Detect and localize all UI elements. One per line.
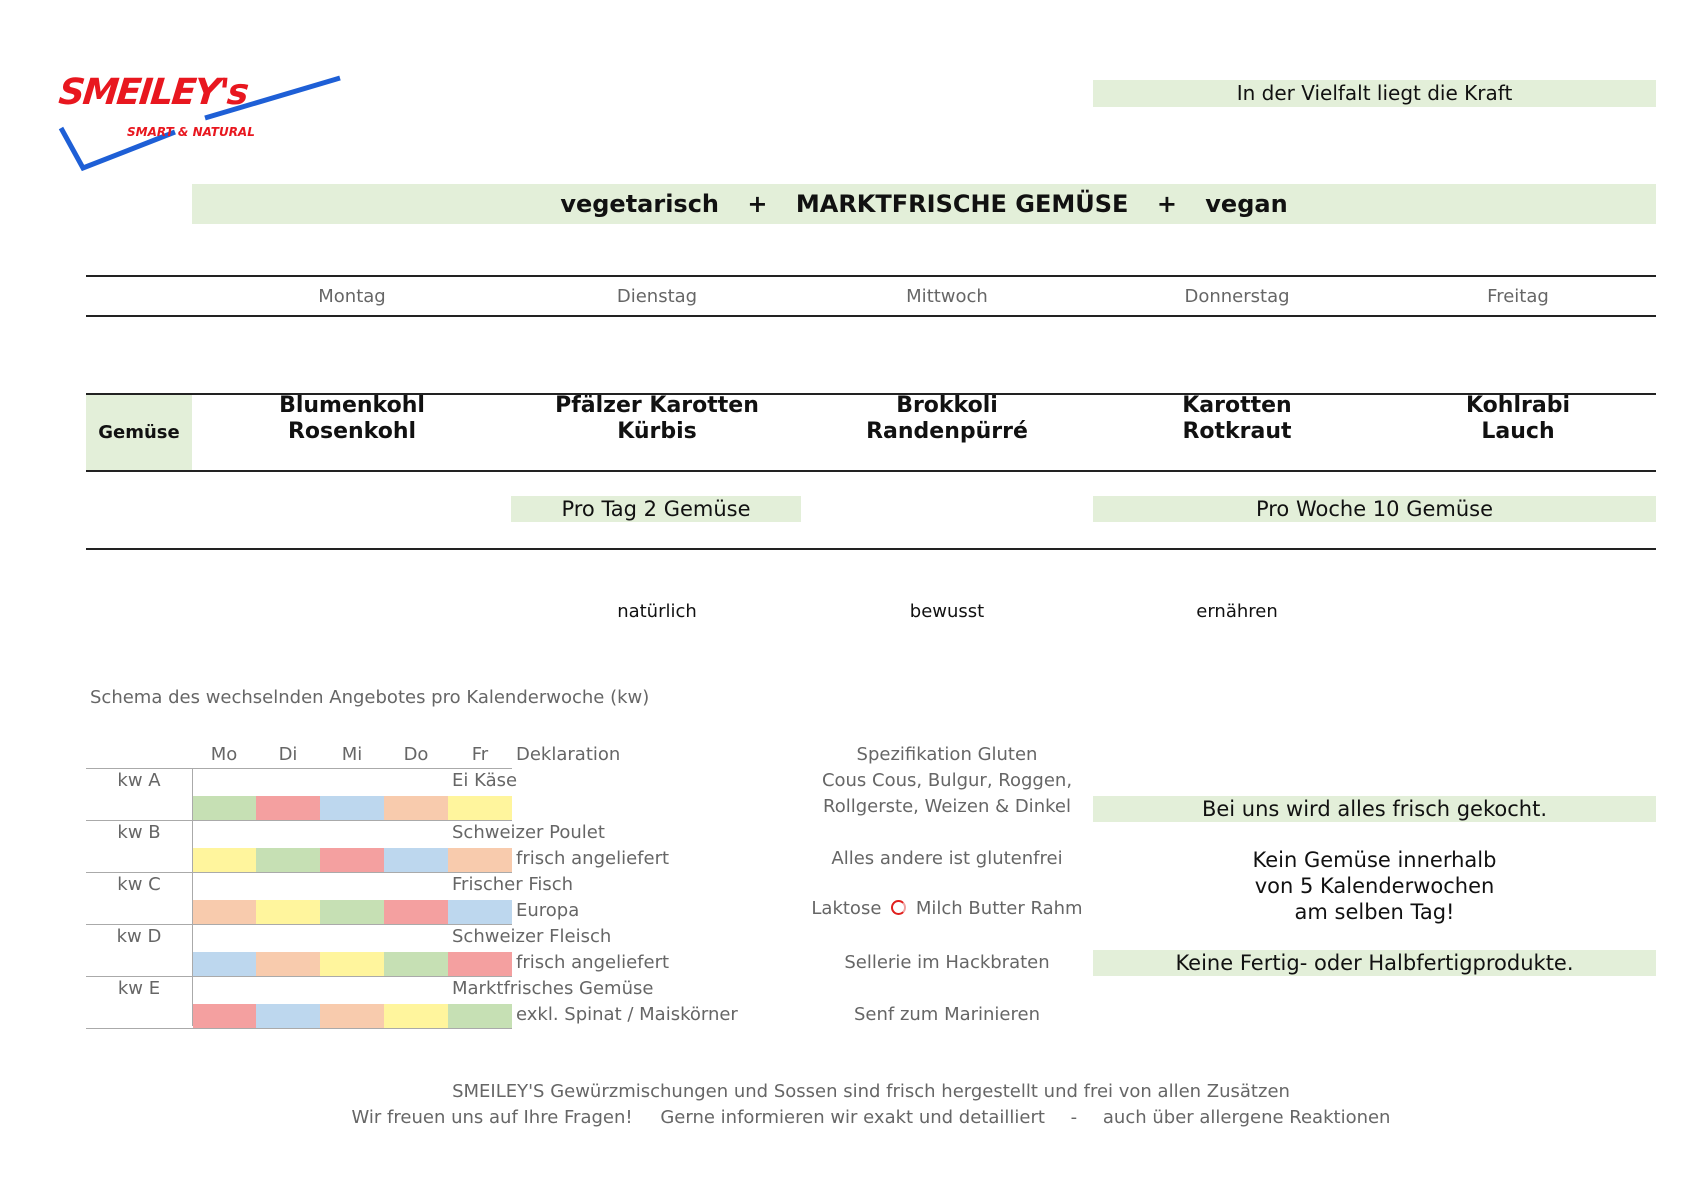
color-cell [448, 796, 512, 820]
week-declaration: Ei Käse [452, 770, 518, 791]
vegetable-line: Kürbis [617, 419, 697, 444]
logo-brand: SMEILEY's [56, 72, 249, 113]
week-declaration-detail: frisch angeliefert [516, 848, 670, 869]
schema-divider [86, 768, 512, 769]
color-cell [448, 952, 512, 976]
logo-tagline: SMART & NATURAL [127, 125, 255, 139]
divider [86, 548, 1656, 550]
week-label: kw A [117, 770, 161, 791]
slogan-ernaehren: ernähren [1196, 601, 1278, 622]
footer-allergens: auch über allergene Reaktionen [1102, 1107, 1391, 1128]
spec-glutenfree: Alles andere ist glutenfrei [831, 848, 1063, 869]
banner-plus: + [747, 190, 768, 218]
week-declaration-detail: Europa [516, 900, 580, 921]
week-label: kw E [117, 978, 161, 999]
week-declaration: Schweizer Fleisch [452, 926, 612, 947]
vegetable-montag [202, 393, 502, 445]
banner-vegan: vegan [1205, 190, 1288, 218]
vegetable-line: Blumenkohl [279, 393, 425, 418]
spec-celery: Sellerie im Hackbraten [844, 952, 1050, 973]
info-fresh-box [1093, 796, 1656, 822]
schema-divider [86, 924, 512, 925]
lactose-items: Milch Butter Rahm [915, 898, 1083, 919]
schema-divider [86, 976, 512, 977]
lactose-circle-icon [891, 900, 906, 915]
vegetable-line: Brokkoli [896, 393, 998, 418]
vegetable-line: Pfälzer Karotten [555, 393, 759, 418]
spec-header: Spezifikation Gluten [856, 744, 1038, 765]
spec-mustard: Senf zum Marinieren [853, 1004, 1040, 1025]
color-cell [320, 900, 384, 924]
banner-vegetarian: vegetarisch [560, 190, 720, 218]
color-cell [256, 900, 320, 924]
divider [86, 470, 1656, 472]
day-dienstag: Dienstag [616, 286, 698, 307]
color-cell [193, 952, 256, 976]
day-donnerstag: Donnerstag [1184, 286, 1290, 307]
schema-header-declaration: Deklaration [516, 744, 621, 765]
vegetables-label: Gemüse [98, 422, 180, 443]
day-mittwoch: Mittwoch [906, 286, 988, 307]
week-declaration: Marktfrisches Gemüse [452, 978, 654, 999]
per-week: Pro Woche 10 Gemüse [1255, 497, 1494, 521]
color-cell [384, 1004, 448, 1028]
color-cell [384, 900, 448, 924]
color-cell [320, 952, 384, 976]
week-label: kw C [117, 874, 161, 895]
per-week-box [1093, 496, 1656, 522]
divider [86, 275, 1656, 277]
footer-dash: - [1070, 1107, 1078, 1128]
footer-line1: SMEILEY'S Gewürzmischungen und Sossen sind frisch hergestellt und frei von allen Zusätzen [452, 1081, 1290, 1102]
color-cell [193, 900, 256, 924]
color-cell [384, 796, 448, 820]
per-day-box [511, 496, 801, 522]
per-day: Pro Tag 2 Gemüse [561, 497, 751, 521]
color-cell [320, 796, 384, 820]
color-cell [193, 848, 256, 872]
color-cell [448, 1004, 512, 1028]
schema-header-fr: Fr [471, 744, 489, 765]
color-cell [448, 848, 512, 872]
color-cell [256, 1004, 320, 1028]
banner-market-vegetables: MARKTFRISCHE GEMÜSE [795, 190, 1129, 218]
info-no-convenience-box [1093, 950, 1656, 976]
footer-questions: Wir freuen uns auf Ihre Fragen! [351, 1107, 633, 1128]
vegetables-label-box [86, 395, 192, 470]
vegetable-line: Karotten [1182, 393, 1292, 418]
week-declaration: Schweizer Poulet [452, 822, 605, 843]
spec-gluten-line1: Cous Cous, Bulgur, Roggen, [821, 770, 1073, 791]
day-freitag: Freitag [1487, 286, 1549, 307]
vegetable-dienstag [507, 393, 807, 445]
logo [55, 70, 345, 180]
divider [86, 315, 1656, 317]
banner [192, 184, 1656, 224]
schema-title: Schema des wechselnden Angebotes pro Kalenderwoche (kw) [90, 687, 650, 708]
motto: In der Vielfalt liegt die Kraft [1236, 81, 1513, 105]
schema-header-mo: Mo [210, 744, 238, 765]
vegetable-donnerstag [1087, 393, 1387, 445]
slogan-naturlich: natürlich [617, 601, 697, 622]
schema-header-di: Di [278, 744, 298, 765]
color-cell [193, 1004, 256, 1028]
vegetable-mittwoch [797, 393, 1097, 445]
info-no-convenience: Keine Fertig- oder Halbfertigprodukte. [1175, 951, 1574, 975]
schema-header-do: Do [403, 744, 429, 765]
color-cell [193, 796, 256, 820]
week-declaration-detail: frisch angeliefert [516, 952, 670, 973]
vegetable-line: Rosenkohl [287, 419, 417, 444]
color-cell [320, 848, 384, 872]
info-rule-line: Kein Gemüse innerhalb [1252, 848, 1497, 872]
info-fresh: Bei uns wird alles frisch gekocht. [1201, 797, 1548, 821]
spec-gluten-line2: Rollgerste, Weizen & Dinkel [823, 796, 1071, 817]
week-label: kw D [116, 926, 162, 947]
week-declaration-detail: exkl. Spinat / Maiskörner [516, 1004, 738, 1025]
color-cell [320, 1004, 384, 1028]
schema-divider [86, 1028, 512, 1029]
slogan-bewusst: bewusst [909, 601, 985, 622]
vegetable-line: Randenpürré [866, 419, 1028, 444]
color-cell [384, 848, 448, 872]
footer-inform: Gerne informieren wir exakt und detailliert [660, 1107, 1045, 1128]
week-declaration: Frischer Fisch [452, 874, 574, 895]
color-cell [256, 952, 320, 976]
info-rule [1093, 847, 1656, 925]
schema-divider [86, 872, 512, 873]
info-rule-line: von 5 Kalenderwochen [1254, 874, 1495, 898]
color-cell [448, 900, 512, 924]
vegetable-freitag [1368, 393, 1668, 445]
week-label: kw B [117, 822, 161, 843]
motto-box [1093, 80, 1656, 107]
info-rule-line: am selben Tag! [1294, 900, 1455, 924]
vegetable-line: Kohlrabi [1466, 393, 1570, 418]
color-cell [384, 952, 448, 976]
banner-plus: + [1156, 190, 1177, 218]
color-cell [256, 848, 320, 872]
color-cell [256, 796, 320, 820]
schema-divider [86, 820, 512, 821]
vegetable-line: Rotkraut [1182, 419, 1292, 444]
lactose-label: Laktose [811, 898, 882, 919]
day-montag: Montag [318, 286, 386, 307]
spec-lactose [777, 898, 1117, 919]
vegetable-line: Lauch [1481, 419, 1555, 444]
schema-header-mi: Mi [341, 744, 363, 765]
footer-line2 [86, 1107, 1656, 1128]
